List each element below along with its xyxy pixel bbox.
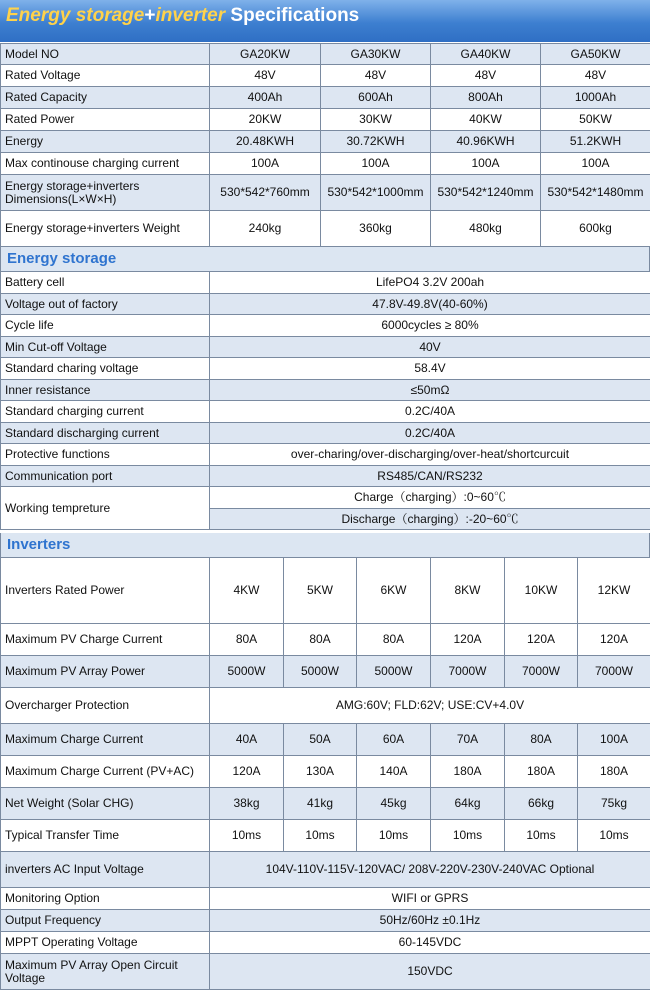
cell: 400Ah [210,87,321,109]
row-label: Monitoring Option [1,888,210,910]
row-label: Standard discharging current [1,423,210,444]
cell: 7000W [431,656,505,688]
row-label: Voltage out of factory [1,294,210,315]
table-row [1,888,650,910]
cell: 50A [284,724,357,756]
row-label: Energy storage+inverters Dimensions(L×W×H) [1,175,210,211]
cell: WIFI or GPRS [210,888,650,910]
cell: 100A [210,153,321,175]
table-row [1,87,650,109]
cell: 80A [505,724,578,756]
cell: 10ms [431,820,505,852]
table-row [1,131,650,153]
cell: 41kg [284,788,357,820]
table-row [1,852,650,888]
cell: 80A [210,624,284,656]
row-label: Rated Power [1,109,210,131]
table-row [1,358,650,380]
cell: 20KW [210,109,321,131]
row-label: Standard charging current [1,401,210,423]
table-row [1,315,650,337]
table-row [1,656,650,688]
cell: 10ms [284,820,357,852]
row-label: Overcharger Protection [1,688,210,724]
cell: AMG:60V; FLD:62V; USE:CV+4.0V [210,688,650,724]
model-label: Model NO [1,44,210,65]
cell: 4KW [210,558,284,624]
cell: 240kg [210,211,321,247]
table-row [1,337,650,358]
cell: 5KW [284,558,357,624]
page-title [6,5,359,27]
cell: over-charing/over-discharging/over-heat/shortcurcuit [210,444,650,466]
table-row [1,624,650,656]
cell: RS485/CAN/RS232 [210,466,650,487]
cell: 20.48KWH [210,131,321,153]
cell: 40A [210,724,284,756]
title-part-1: Energy storage [6,5,145,26]
row-label: Maximum Charge Current (PV+AC) [1,756,210,788]
table-row [1,401,650,423]
row-label: Battery cell [1,272,210,294]
cell: 120A [578,624,650,656]
row-label: Working tempreture [1,487,210,530]
table-row [1,44,650,65]
energy-storage-table [0,271,650,530]
cell: 40.96KWH [431,131,541,153]
table-row [1,788,650,820]
cell: 100A [431,153,541,175]
table-row [1,211,650,247]
table-row [1,466,650,487]
cell: 40KW [431,109,541,131]
cell: 100A [321,153,431,175]
table-row [1,109,650,131]
energy-storage-heading: Energy storage [0,247,650,271]
table-row [1,932,650,954]
row-label: Energy [1,131,210,153]
table-row [1,65,650,87]
row-label: Inner resistance [1,380,210,401]
table-row [1,724,650,756]
table-row [1,820,650,852]
cell: 120A [431,624,505,656]
cell: 64kg [431,788,505,820]
cell: 40V [210,337,650,358]
row-label: Inverters Rated Power [1,558,210,624]
cell: 530*542*760mm [210,175,321,211]
cell: 45kg [357,788,431,820]
cell: Charge（charging）:0~60℃ [210,487,650,509]
cell: 8KW [431,558,505,624]
table-row [1,487,650,509]
cell: 66kg [505,788,578,820]
cell: 480kg [431,211,541,247]
cell: 180A [578,756,650,788]
table-row [1,954,650,990]
row-label: Typical Transfer Time [1,820,210,852]
cell: Discharge（charging）:-20~60℃ [210,509,650,530]
title-bar [0,0,650,42]
title-plus: + [144,5,156,26]
table-row [1,756,650,788]
row-label: Rated Voltage [1,65,210,87]
cell: 7000W [505,656,578,688]
cell: 600Ah [321,87,431,109]
cell: 104V-110V-115V-120VAC/ 208V-220V-230V-240VAC Optional [210,852,650,888]
row-label: Communication port [1,466,210,487]
cell: 5000W [284,656,357,688]
cell: 1000Ah [541,87,650,109]
table-row [1,272,650,294]
cell: 600kg [541,211,650,247]
row-label: Output Frequency [1,910,210,932]
row-label: Rated Capacity [1,87,210,109]
row-label: MPPT Operating Voltage [1,932,210,954]
table-row [1,558,650,624]
table-row [1,444,650,466]
cell: LifePO4 3.2V 200ah [210,272,650,294]
cell: 60-145VDC [210,932,650,954]
model-cell: GA30KW [321,44,431,65]
cell: 50Hz/60Hz ±0.1Hz [210,910,650,932]
cell: 120A [210,756,284,788]
cell: 530*542*1000mm [321,175,431,211]
cell: 130A [284,756,357,788]
cell: 80A [284,624,357,656]
cell: 0.2C/40A [210,401,650,423]
cell: 58.4V [210,358,650,380]
cell: 7000W [578,656,650,688]
cell: 48V [321,65,431,87]
cell: 6KW [357,558,431,624]
row-label: inverters AC Input Voltage [1,852,210,888]
cell: 30.72KWH [321,131,431,153]
table-row [1,175,650,211]
cell: 800Ah [431,87,541,109]
cell: 150VDC [210,954,650,990]
spec-table [0,43,650,247]
row-label: Max continouse charging current [1,153,210,175]
row-label: Standard charing voltage [1,358,210,380]
title-part-3: Specifications [225,5,360,26]
table-row [1,910,650,932]
cell: 360kg [321,211,431,247]
cell: 50KW [541,109,650,131]
cell: 12KW [578,558,650,624]
cell: 10ms [357,820,431,852]
cell: 5000W [357,656,431,688]
cell: ≤50mΩ [210,380,650,401]
row-label: Maximum PV Array Power [1,656,210,688]
cell: 10ms [210,820,284,852]
table-row [1,423,650,444]
cell: 48V [210,65,321,87]
cell: 140A [357,756,431,788]
model-cell: GA20KW [210,44,321,65]
row-label: Energy storage+inverters Weight [1,211,210,247]
cell: 6000cycles ≥ 80% [210,315,650,337]
cell: 530*542*1240mm [431,175,541,211]
row-label: Protective functions [1,444,210,466]
cell: 80A [357,624,431,656]
cell: 120A [505,624,578,656]
row-label: Maximum Charge Current [1,724,210,756]
inverters-table [0,557,650,990]
cell: 180A [431,756,505,788]
model-cell: GA50KW [541,44,650,65]
cell: 51.2KWH [541,131,650,153]
table-row [1,294,650,315]
inverters-heading: Inverters [0,533,650,557]
cell: 0.2C/40A [210,423,650,444]
table-row [1,380,650,401]
title-part-2: inverter [155,5,226,26]
cell: 48V [541,65,650,87]
cell: 60A [357,724,431,756]
cell: 75kg [578,788,650,820]
table-row [1,688,650,724]
cell: 30KW [321,109,431,131]
cell: 10ms [578,820,650,852]
cell: 5000W [210,656,284,688]
cell: 10ms [505,820,578,852]
cell: 38kg [210,788,284,820]
cell: 70A [431,724,505,756]
row-label: Min Cut-off Voltage [1,337,210,358]
cell: 100A [578,724,650,756]
row-label: Maximum PV Charge Current [1,624,210,656]
row-label: Maximum PV Array Open Circuit Voltage [1,954,210,990]
row-label: Cycle life [1,315,210,337]
row-label: Net Weight (Solar CHG) [1,788,210,820]
cell: 47.8V-49.8V(40-60%) [210,294,650,315]
cell: 530*542*1480mm [541,175,650,211]
table-row [1,153,650,175]
cell: 100A [541,153,650,175]
cell: 10KW [505,558,578,624]
cell: 180A [505,756,578,788]
cell: 48V [431,65,541,87]
model-cell: GA40KW [431,44,541,65]
